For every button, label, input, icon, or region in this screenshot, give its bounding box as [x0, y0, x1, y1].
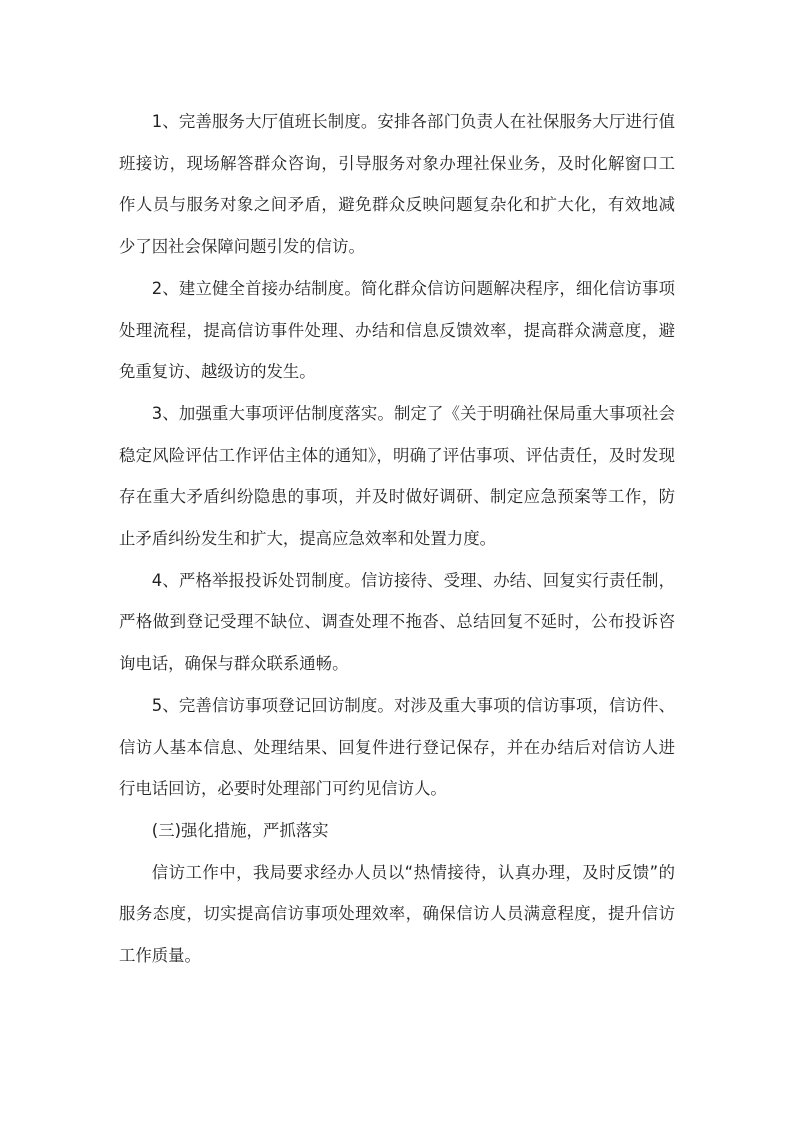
paragraph-return-visit-system: 5、完善信访事项登记回访制度。对涉及重大事项的信访事项，信访件、信访人基本信息、处理结果、回复件进行登记保存，并在办结后对信访人进行电话回访，必要时处理部门可约见信访人。 [119, 695, 675, 799]
paragraph-complaint-system: 4、严格举报投诉处罚制度。信访接待、受理、办结、回复实行责任制，严格做到登记受理不缺位、调查处理不拖沓、总结回复不延时，公布投诉咨询电话，确保与群众联系通畅。 [119, 570, 675, 674]
paragraph-duty-leader-system: 1、完善服务大厅值班长制度。安排各部门负责人在社保服务大厅进行值班接访，现场解答群众咨询，引导服务对象办理社保业务，及时化解窗口工作人员与服务对象之间矛盾，避免群众反映问题复杂化和扩大化，有效地减少了因社会保障问题引发的信访。 [119, 112, 675, 257]
section-heading-measures: (三)强化措施，严抓落实 [151, 820, 329, 840]
paragraph-risk-assessment-system: 3、加强重大事项评估制度落实。制定了《关于明确社保局重大事项社会稳定风险评估工作评估主体的通知》，明确了评估事项、评估责任，及时发现存在重大矛盾纠纷隐患的事项，并及时做好调研、制定应急预案等工作，防止矛盾纠纷发生和扩大，提高应急效率和处置力度。 [119, 403, 675, 549]
paragraph-first-contact-system: 2、建立健全首接办结制度。简化群众信访问题解决程序，细化信访事项处理流程，提高信访事件处理、办结和信息反馈效率，提高群众满意度，避免重复访、越级访的发生。 [119, 278, 675, 382]
document-body [119, 101, 675, 977]
paragraph-service-attitude: 信访工作中，我局要求经办人员以“热情接待，认真办理，及时反馈”的服务态度，切实提高信访事项处理效率，确保信访人员满意程度，提升信访工作质量。 [119, 862, 675, 966]
